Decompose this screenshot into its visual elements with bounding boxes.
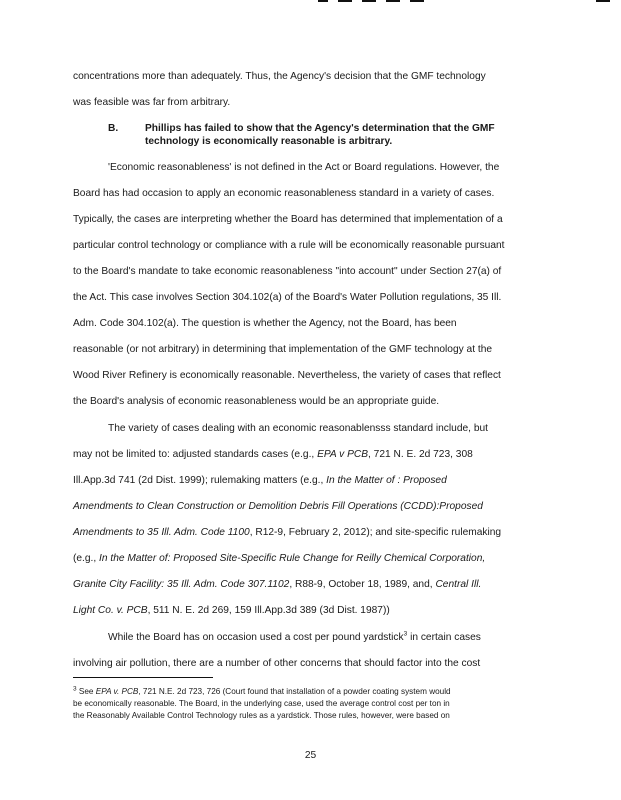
- footnote-number: 3: [73, 685, 77, 693]
- section-title: technology is economically reasonable is arbitrary.: [145, 136, 393, 147]
- footnote-line: $^3$ See EPA v. PCB, 721 N.E. 2d 723, 726 (Court found that installation of a powder coating system would: [73, 685, 451, 696]
- body-line: the Board's analysis of economic reasonableness would be an appropriate guide.: [73, 396, 440, 407]
- top-edge-mark: [386, 0, 400, 2]
- section-label: B.: [108, 123, 119, 134]
- body-line: While the Board has on occasion used a cost per pound yardstick$^3$ in certain cases: [108, 630, 481, 643]
- body-line: Typically, the cases are interpreting whether the Board has determined that implementation of a: [73, 214, 503, 225]
- case-citation: Amendments to 35 Ill. Adm. Code 1100: [73, 527, 250, 538]
- case-citation: Light Co. v. PCB: [73, 605, 148, 616]
- section-title: Phillips has failed to show that the Agency's determination that the GMF: [145, 123, 495, 134]
- footnote-divider: [73, 677, 213, 678]
- body-line: [73, 501, 483, 513]
- footnote-ref: 3: [403, 630, 408, 638]
- body-line: Adm. Code 304.102(a). The question is whether the Agency, not the Board, has been: [73, 318, 457, 329]
- page-number: 25: [304, 750, 317, 761]
- body-line: to the Board's mandate to take economic reasonableness "into account" under Section 27(a) of: [73, 266, 502, 277]
- footnote-line: be economically reasonable. The Board, in the underlying case, used the average control cost per ton in: [73, 699, 450, 708]
- footnote-line: the Reasonably Available Control Technology rules as a yardstick. Those rules, however, were based on: [73, 711, 450, 720]
- body-line: Wood River Refinery is economically reasonable. Nevertheless, the variety of cases that reflect: [73, 370, 501, 381]
- body-line: may not be limited to: adjusted standards cases (e.g., EPA v PCB, 721 N. E. 2d 723, 308: [73, 449, 473, 460]
- top-edge-mark: [410, 0, 424, 2]
- top-edge-mark: [596, 0, 610, 2]
- body-line: reasonable (or not arbitrary) in determining that implementation of the GMF technology at the: [73, 344, 493, 355]
- body-line: Granite City Facility: 35 Ill. Adm. Code 307.1102, R88-9, October 18, 1989, and, Central Ill.: [73, 579, 482, 590]
- case-citation: Amendments to Clean Construction or Demolition Debris Fill Operations (CCDD):Proposed: [73, 501, 483, 512]
- body-line: Ill.App.3d 741 (2d Dist. 1999); rulemaking matters (e.g., In the Matter of : Proposed: [73, 475, 447, 486]
- body-line: Light Co. v. PCB, 511 N. E. 2d 269, 159 Ill.App.3d 389 (3d Dist. 1987)): [73, 605, 390, 616]
- case-citation: EPA v PCB: [317, 449, 369, 460]
- body-line: Board has had occasion to apply an economic reasonableness standard in a variety of cases.: [73, 188, 495, 199]
- body-line: 'Economic reasonableness' is not defined in the Act or Board regulations. However, the: [108, 162, 500, 173]
- body-line: (e.g., In the Matter of: Proposed Site-Specific Rule Change for Reilly Chemical Corporation,: [73, 553, 486, 564]
- body-line: concentrations more than adequately. Thus, the Agency's decision that the GMF technology: [73, 71, 486, 82]
- body-line: The variety of cases dealing with an economic reasonablensss standard include, but: [108, 423, 488, 434]
- body-line: particular control technology or compliance with a rule will be economically reasonable pursuant: [73, 240, 505, 251]
- body-line: Amendments to 35 Ill. Adm. Code 1100, R12-9, February 2, 2012); and site-specific rulemaking: [73, 527, 502, 538]
- body-line: involving air pollution, there are a number of other concerns that should factor into the cost: [73, 658, 481, 669]
- case-citation: In the Matter of: Proposed Site-Specific Rule Change for Reilly Chemical Corporation,: [99, 553, 486, 564]
- case-citation: In the Matter of : Proposed: [326, 475, 447, 486]
- top-edge-mark: [318, 0, 328, 2]
- body-line: the Act. This case involves Section 304.102(a) of the Board's Water Pollution regulations, 35 Ill.: [73, 292, 502, 303]
- case-citation: Central Ill.: [435, 579, 482, 590]
- top-edge-mark: [338, 0, 352, 2]
- case-citation: EPA v. PCB: [95, 687, 139, 696]
- top-edge-mark: [362, 0, 376, 2]
- body-line: was feasible was far from arbitrary.: [73, 97, 231, 108]
- case-citation: Granite City Facility: 35 Ill. Adm. Code 307.1102: [73, 579, 290, 590]
